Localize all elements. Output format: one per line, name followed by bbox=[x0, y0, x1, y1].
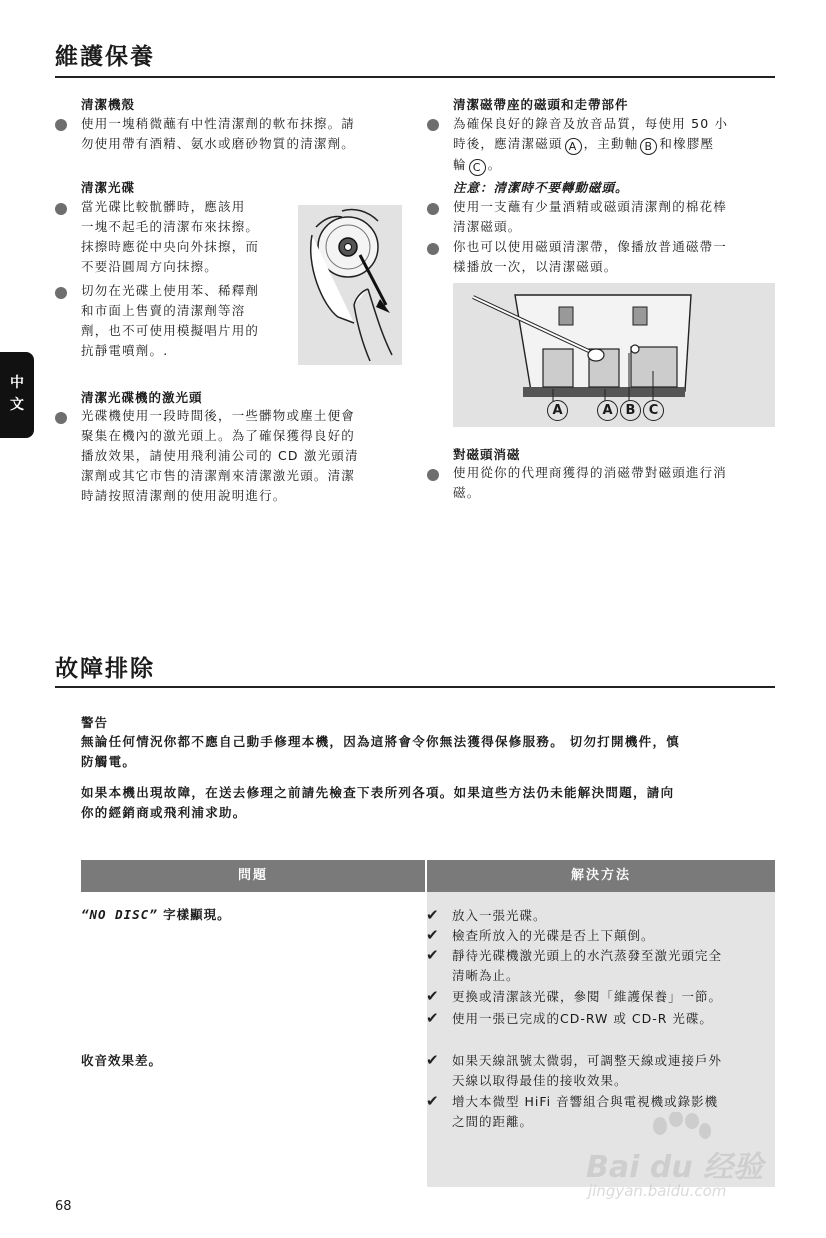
tape-line bbox=[453, 155, 778, 176]
bullet-dot-icon bbox=[55, 203, 67, 215]
tape-line-part: ，主動軸 bbox=[583, 136, 639, 151]
tape-line-part: 時後，應清潔磁頭 bbox=[453, 136, 563, 151]
tape-line-part: 輪 bbox=[453, 157, 467, 172]
warning-line: 無論任何情況你都不應自己動手修理本機，因為這將會令你無法獲得保修服務。 切勿打開機件，慎 bbox=[81, 734, 681, 749]
heading-demagnetize: 對磁頭消磁 bbox=[453, 447, 521, 462]
tape-line: 為確保良好的錄音及放音品質，每使用 50 小 bbox=[453, 116, 729, 131]
figure-label-a2-icon: A bbox=[597, 400, 618, 421]
section-title-troubleshooting: 故障排除 bbox=[55, 656, 155, 682]
bullet-dot-icon bbox=[427, 469, 439, 481]
checkmark-icon: ✔ bbox=[426, 1009, 439, 1027]
solution-line: 清晰為止。 bbox=[452, 968, 520, 983]
heading-cleaning-discs: 清潔光碟 bbox=[81, 180, 136, 195]
tape-line: 樣播放一次，以清潔磁頭。 bbox=[453, 259, 618, 274]
tape-bullet-3 bbox=[453, 237, 778, 277]
solution-line: 使用一張已完成的CD-RW 或 CD-R 光碟。 bbox=[452, 1011, 713, 1026]
solution-line: 增大本微型 HiFi 音響組合與電視機或錄影機 bbox=[452, 1094, 719, 1109]
bullet-dot-icon bbox=[55, 412, 67, 424]
disc-line: 抗靜電噴劑。. bbox=[81, 343, 169, 358]
discs-bullet-1 bbox=[81, 197, 296, 277]
warning-heading: 警告 bbox=[81, 715, 109, 730]
tape-line: 清潔磁頭。 bbox=[453, 219, 522, 234]
problem-poor-radio: 收音效果差。 bbox=[81, 1053, 163, 1068]
casing-line: 使用一塊稍微蘸有中性清潔劑的軟布抹擦。請 bbox=[81, 116, 356, 131]
checkmark-icon: ✔ bbox=[426, 1092, 439, 1110]
tape-note: 注意：清潔時不要轉動磁頭。 bbox=[453, 180, 629, 195]
solution-line: 天線以取得最佳的接收效果。 bbox=[452, 1073, 628, 1088]
solution-line: 檢查所放入的光碟是否上下顛倒。 bbox=[452, 928, 655, 943]
tape-line-part: 。 bbox=[487, 157, 502, 172]
label-c-icon: C bbox=[469, 159, 486, 176]
label-b-icon: B bbox=[640, 138, 657, 155]
label-a-icon: A bbox=[565, 138, 582, 155]
display-text-no-disc: “NO DISC” bbox=[81, 907, 158, 922]
demag-line: 磁。 bbox=[453, 485, 481, 500]
disc-line: 和市面上售賣的清潔劑等溶 bbox=[81, 303, 246, 318]
figure-label-b-icon: B bbox=[620, 400, 641, 421]
solution-line: 如果天線訊號太微弱，可調整天線或連接戶外 bbox=[452, 1053, 723, 1068]
tape-line bbox=[453, 134, 778, 155]
hand-wiping-disc-icon bbox=[298, 205, 402, 365]
laser-line: 潔劑或其它市售的清潔劑來清潔激光頭。清潔 bbox=[81, 468, 356, 483]
laser-line: 播放效果，請使用飛利浦公司的 CD 激光頭清 bbox=[81, 448, 359, 463]
tape-line-part: 和橡膠壓 bbox=[659, 136, 715, 151]
disc-line: 當光碟比較骯髒時，應該用 bbox=[81, 199, 246, 214]
casing-text bbox=[81, 114, 401, 154]
disc-line: 抹擦時應從中央向外抹擦，而 bbox=[81, 239, 260, 254]
language-tab-char: 文 bbox=[10, 397, 24, 413]
warning-line: 防觸電。 bbox=[81, 754, 137, 769]
laser-line: 時請按照清潔劑的使用說明進行。 bbox=[81, 488, 287, 503]
bullet-dot-icon bbox=[55, 287, 67, 299]
title-rule bbox=[55, 76, 775, 78]
discs-bullet-2 bbox=[81, 281, 296, 361]
tape-line: 使用一支蘸有少量酒精或磁頭清潔劑的棉花棒 bbox=[453, 199, 728, 214]
problem-suffix: 字樣顯現。 bbox=[157, 907, 231, 922]
disc-line: 不要沿圓周方向抹擦。 bbox=[81, 259, 219, 274]
demag-line: 使用從你的代理商獲得的消磁帶對磁頭進行消 bbox=[453, 465, 728, 480]
checkmark-icon: ✔ bbox=[426, 926, 439, 944]
disc-line: 劑，也不可使用模擬唱片用的 bbox=[81, 323, 260, 338]
demag-text bbox=[453, 463, 778, 503]
checkmark-icon: ✔ bbox=[426, 987, 439, 1005]
problem-no-disc bbox=[81, 905, 231, 923]
bullet-dot-icon bbox=[427, 119, 439, 131]
bullet-dot-icon bbox=[55, 119, 67, 131]
section-title-maintenance: 維護保養 bbox=[55, 44, 155, 70]
heading-cleaning-laser: 清潔光碟機的激光頭 bbox=[81, 390, 203, 405]
intro-line: 如果本機出現故障，在送去修理之前請先檢查下表所列各項。如果這些方法仍未能解決問題，請向 bbox=[81, 785, 675, 800]
watermark-brand: Bai du 经验 bbox=[586, 1150, 764, 1185]
heading-cleaning-tape-heads: 清潔磁帶座的磁頭和走帶部件 bbox=[453, 97, 629, 112]
checkmark-icon: ✔ bbox=[426, 946, 439, 964]
language-tab bbox=[0, 352, 34, 438]
laser-text bbox=[81, 406, 406, 506]
solution-line: 放入一張光碟。 bbox=[452, 908, 547, 923]
tape-bullet-2 bbox=[453, 197, 778, 237]
page-number: 68 bbox=[55, 1199, 72, 1214]
figure-label-a-icon: A bbox=[547, 400, 568, 421]
column-header-solution: 解決方法 bbox=[427, 860, 775, 892]
tape-deck-illustration bbox=[453, 283, 775, 427]
checkmark-icon: ✔ bbox=[426, 1051, 439, 1069]
header-divider bbox=[425, 860, 427, 892]
solution-line: 更換或清潔該光碟，參閱「維護保養」一節。 bbox=[452, 989, 723, 1004]
disc-line: 一塊不起毛的清潔布來抹擦。 bbox=[81, 219, 260, 234]
solution-line: 靜待光碟機激光頭上的水汽蒸發至激光頭完全 bbox=[452, 948, 723, 963]
tape-text bbox=[453, 114, 778, 176]
column-header-problem: 問題 bbox=[81, 860, 425, 892]
warning-text bbox=[81, 732, 781, 772]
bullet-dot-icon bbox=[427, 243, 439, 255]
laser-line: 光碟機使用一段時間後，一些髒物或塵土便會 bbox=[81, 408, 356, 423]
bullet-dot-icon bbox=[427, 203, 439, 215]
intro-text bbox=[81, 783, 781, 823]
heading-cleaning-casing: 清潔機殼 bbox=[81, 97, 136, 112]
disc-cleaning-illustration bbox=[298, 205, 402, 365]
solution-line: 之間的距離。 bbox=[452, 1114, 534, 1129]
disc-line: 切勿在光碟上使用苯、稀釋劑 bbox=[81, 283, 260, 298]
watermark bbox=[586, 1112, 776, 1208]
figure-label-c-icon: C bbox=[643, 400, 664, 421]
title-rule bbox=[55, 686, 775, 688]
language-tab-char: 中 bbox=[10, 375, 24, 391]
laser-line: 聚集在機內的激光頭上。為了確保獲得良好的 bbox=[81, 428, 356, 443]
tape-line: 你也可以使用磁頭清潔帶，像播放普通磁帶一 bbox=[453, 239, 728, 254]
casing-line: 勿使用帶有酒精、氨水或磨砂物質的清潔劑。 bbox=[81, 136, 356, 151]
watermark-url: jingyan.baidu.com bbox=[588, 1182, 727, 1200]
intro-line: 你的經銷商或飛利浦求助。 bbox=[81, 805, 247, 820]
checkmark-icon: ✔ bbox=[426, 906, 439, 924]
